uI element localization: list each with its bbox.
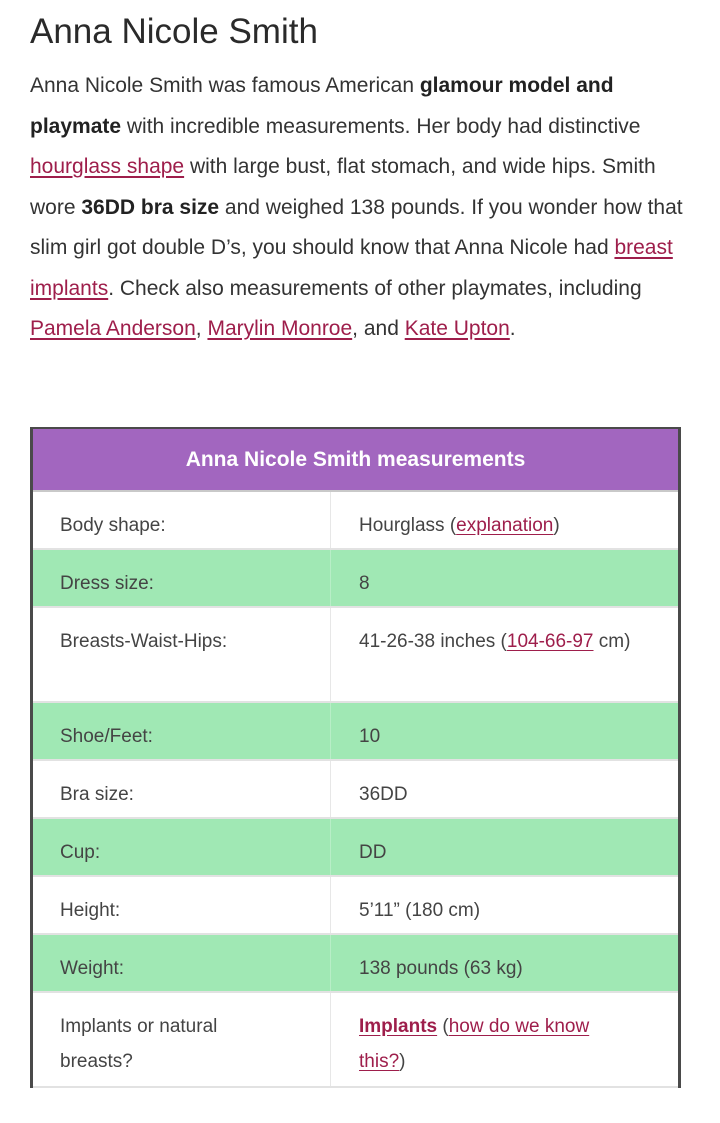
table-row-implants	[32, 992, 680, 1087]
table-header-row	[32, 428, 680, 491]
row-label: Implants or natural breasts?	[32, 992, 331, 1087]
row-value: 10	[331, 702, 680, 760]
row-value: 138 pounds (63 kg)	[331, 934, 680, 992]
table-row-height	[32, 876, 680, 934]
explanation-link[interactable]: explanation	[456, 515, 554, 536]
row-value: Implants (how do we know this?)	[331, 992, 680, 1087]
row-value: 5’11” (180 cm)	[331, 876, 680, 934]
row-value: 36DD	[331, 760, 680, 818]
marylin-monroe-link[interactable]: Marylin Monroe	[207, 317, 353, 340]
row-value: Hourglass (explanation)	[331, 491, 680, 549]
pamela-anderson-link[interactable]: Pamela Anderson	[30, 317, 196, 340]
table-row-breasts-waist-hips	[32, 607, 680, 702]
table-row-weight	[32, 934, 680, 992]
row-label: Breasts-Waist-Hips:	[32, 607, 331, 702]
intro-paragraph: Anna Nicole Smith was famous American glamour model and playmate with incredible measurements. Her body had distinctive hourglass shape with large bust, flat stomach, and wide hips. Smith wore 36DD bra size and weighed 138 pounds. If you wonder how that slim girl got double D’s, you should know that Anna Nicole had breast implants. Check also measurements of other playmates, including Pamela Anderson, Marylin Monroe, and Kate Upton.	[30, 74, 683, 340]
page-title: Anna Nicole Smith	[30, 12, 318, 51]
row-value: DD	[331, 818, 680, 876]
table-row-body-shape	[32, 491, 680, 549]
row-value: 8	[331, 549, 680, 607]
row-label: Bra size:	[32, 760, 331, 818]
table-row-dress-size	[32, 549, 680, 607]
row-label: Cup:	[32, 818, 331, 876]
row-label: Height:	[32, 876, 331, 934]
row-label: Weight:	[32, 934, 331, 992]
row-label: Shoe/Feet:	[32, 702, 331, 760]
implants-link[interactable]: Implants	[359, 1016, 438, 1037]
table-row-cup	[32, 818, 680, 876]
bold-bra-size: 36DD bra size	[81, 195, 220, 219]
how-do-we-know-link[interactable]: how do we know this?	[359, 1016, 590, 1072]
table-header: Anna Nicole Smith measurements	[32, 428, 680, 491]
table-row-bra-size	[32, 760, 680, 818]
table-row-shoe-size	[32, 702, 680, 760]
hourglass-shape-link[interactable]: hourglass shape	[30, 155, 185, 178]
row-label: Body shape:	[32, 491, 331, 549]
row-label: Dress size:	[32, 549, 331, 607]
kate-upton-link[interactable]: Kate Upton	[404, 317, 510, 340]
measurements-table	[30, 427, 681, 1088]
metric-measurements-link[interactable]: 104-66-97	[506, 631, 594, 652]
article	[0, 0, 720, 350]
row-value: 41-26-38 inches (104-66-97 cm)	[331, 607, 680, 702]
breast-implants-link[interactable]: breast implants	[30, 236, 673, 300]
bold-glamour-model: glamour model and playmate	[30, 74, 614, 138]
